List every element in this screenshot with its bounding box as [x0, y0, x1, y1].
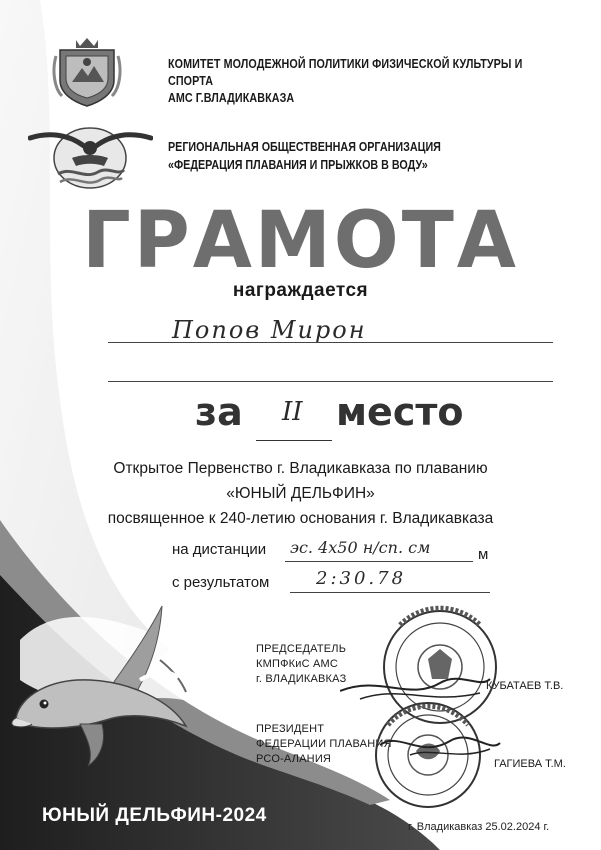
chair-name: КУБАТАЕВ Т.В.	[486, 680, 564, 692]
event-line1: Открытое Первенство г. Владикавказа по плаванию	[113, 460, 488, 477]
blank-line	[108, 381, 553, 382]
committee-line1: КОМИТЕТ МОЛОДЕЖНОЙ ПОЛИТИКИ ФИЗИЧЕСКОЙ КУЛЬТУРЫ И СПОРТА	[168, 57, 523, 88]
distance-unit: м	[478, 546, 489, 563]
president-line3: РСО-АЛАНИЯ	[256, 753, 332, 765]
president-line2: ФЕДЕРАЦИИ ПЛАВАНИЯ	[256, 738, 392, 750]
place-line	[256, 440, 332, 441]
place-date: г. Владикавказ 25.02.2024 г.	[408, 821, 550, 833]
place-value: II	[282, 397, 303, 427]
federation-line1: РЕГИОНАЛЬНАЯ ОБЩЕСТВЕННАЯ ОРГАНИЗАЦИЯ	[168, 140, 441, 154]
president-line1: ПРЕЗИДЕНТ	[256, 723, 325, 735]
result-label: с результатом	[172, 574, 270, 591]
stamp-seal-icon	[340, 605, 540, 820]
federation-heading	[168, 138, 529, 174]
swimmer-logo-icon	[28, 118, 153, 190]
president-name: ГАГИЕВА Т.М.	[494, 758, 566, 770]
federation-line2: «ФЕДЕРАЦИЯ ПЛАВАНИЯ И ПРЫЖКОВ В ВОДУ»	[168, 158, 428, 172]
result-line	[290, 592, 490, 593]
place-prefix: за	[195, 390, 243, 434]
recipient-line	[108, 342, 553, 343]
result-value: 2:30.78	[316, 568, 407, 589]
recipient-name: Попов Мирон	[172, 316, 367, 344]
committee-heading	[168, 56, 529, 107]
event-brand: ЮНЫЙ ДЕЛЬФИН-2024	[42, 805, 267, 826]
awarded-label: награждается	[232, 280, 369, 301]
chair-line2: КМПФКиС АМС	[256, 658, 339, 670]
chair-line3: г. ВЛАДИКАВКАЗ	[256, 673, 347, 685]
committee-line2: АМС Г.ВЛАДИКАВКАЗА	[168, 91, 295, 105]
event-line3: посвященное к 240-летию основания г. Владикавказа	[107, 510, 494, 527]
place-suffix: место	[336, 390, 464, 434]
chair-line1: ПРЕДСЕДАТЕЛЬ	[256, 643, 347, 655]
distance-label: на дистанции	[172, 541, 267, 558]
dolphin-icon	[10, 600, 200, 770]
event-line2: «ЮНЫЙ ДЕЛЬФИН»	[226, 485, 375, 502]
distance-line	[285, 561, 473, 562]
certificate-title: ГРАМОТА	[82, 196, 519, 286]
distance-value: эс. 4х50 н/сп. см	[290, 538, 431, 557]
chair-title	[256, 642, 346, 687]
coat-of-arms-icon	[52, 36, 122, 108]
